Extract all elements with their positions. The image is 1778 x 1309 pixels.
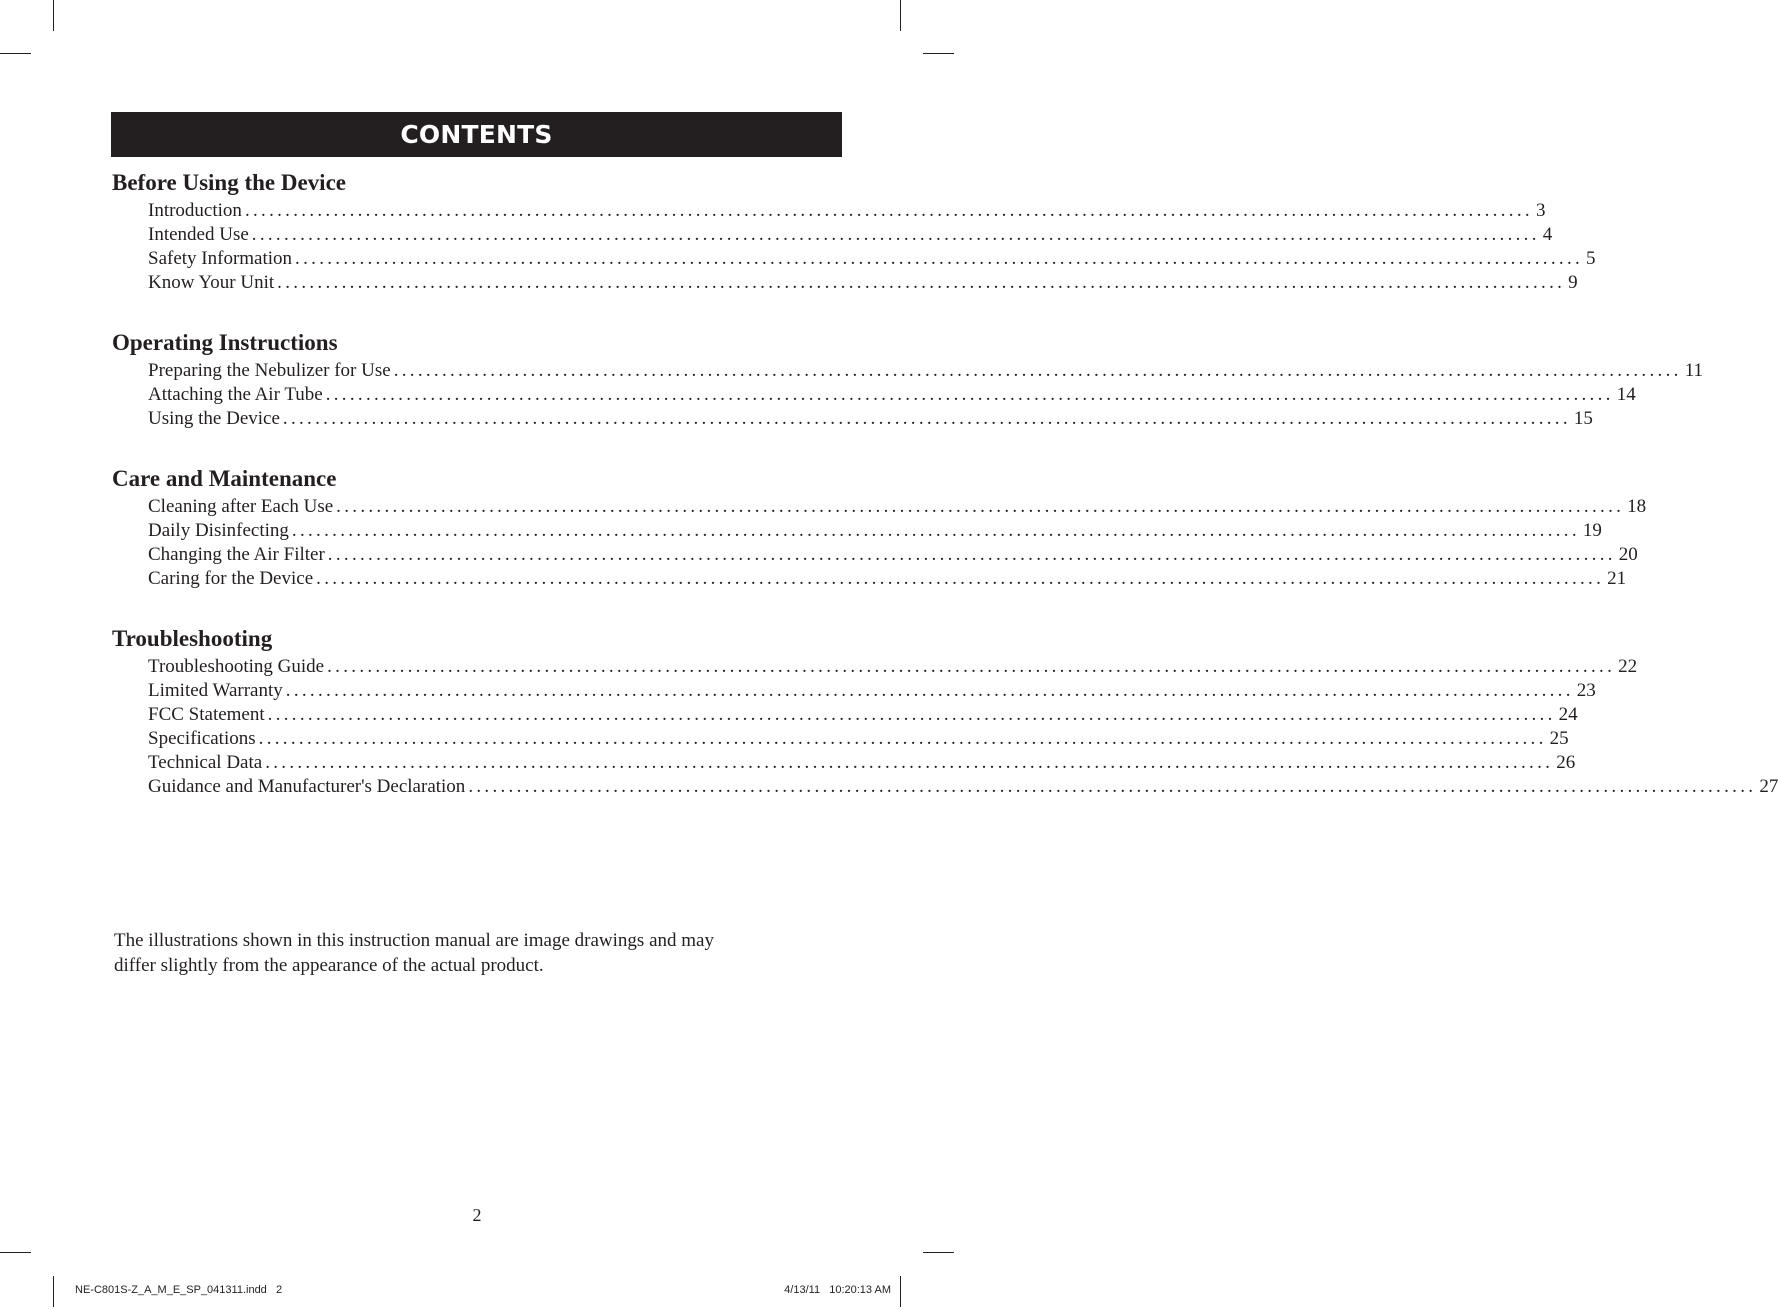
leader-dots: ................................................................................................................................................................ [277, 272, 1566, 293]
page-number: 2 [472, 1205, 482, 1225]
section-title: Before Using the Device [112, 170, 346, 195]
entry-label: Limited Warranty [148, 680, 283, 701]
entry-page: 4 [1542, 224, 1553, 245]
entry-label: Cleaning after Each Use [148, 496, 334, 517]
toc-entry[interactable] [148, 199, 1546, 223]
toc-entry[interactable] [148, 223, 1553, 247]
leader-dots: ................................................................................................................................................................ [282, 408, 1571, 429]
entry-page: 19 [1582, 520, 1602, 541]
toc-entry[interactable] [148, 383, 1636, 407]
page-title: CONTENTS [400, 120, 553, 149]
entry-page: 26 [1556, 752, 1576, 773]
entry-label: Introduction [148, 200, 242, 221]
crop-mark [53, 0, 54, 31]
toc-section-care [112, 466, 1647, 591]
entry-label: Using the Device [148, 408, 280, 429]
entry-page: 3 [1535, 200, 1546, 221]
crop-mark [53, 1276, 54, 1307]
crop-mark [900, 1276, 901, 1307]
toc-entry[interactable] [148, 751, 1576, 775]
section-title: Care and Maintenance [112, 466, 337, 491]
toc-entry[interactable] [148, 407, 1593, 431]
entry-page: 9 [1568, 272, 1578, 293]
toc-entry[interactable] [148, 247, 1596, 271]
entry-page: 15 [1573, 408, 1593, 429]
entry-page: 21 [1607, 568, 1627, 589]
section-title: Operating Instructions [112, 330, 338, 355]
leader-dots: ................................................................................................................................................................ [291, 520, 1580, 541]
toc-entry[interactable] [148, 567, 1627, 591]
entry-label: Caring for the Device [148, 568, 314, 589]
crop-mark [0, 1252, 31, 1253]
leader-dots: ................................................................................................................................................................ [468, 776, 1757, 797]
note-line: differ slightly from the appearance of the actual product. [114, 955, 544, 976]
entry-page: 20 [1618, 544, 1638, 565]
toc-section-troubleshooting [112, 626, 1778, 799]
leader-dots: ................................................................................................................................................................ [244, 200, 1533, 221]
entry-label: Preparing the Nebulizer for Use [148, 360, 391, 381]
entry-page: 11 [1684, 360, 1703, 381]
leader-dots: ................................................................................................................................................................ [327, 544, 1616, 565]
toc-entry[interactable] [148, 271, 1578, 295]
toc-entry[interactable] [148, 519, 1602, 543]
toc-section-operating [112, 330, 1703, 431]
leader-dots: ................................................................................................................................................................ [295, 248, 1584, 269]
entry-label: Troubleshooting Guide [148, 656, 325, 677]
entry-label: Technical Data [148, 752, 263, 773]
toc-entry[interactable] [148, 543, 1638, 567]
leader-dots: ................................................................................................................................................................ [258, 728, 1547, 749]
leader-dots: ................................................................................................................................................................ [336, 496, 1625, 517]
entry-page: 18 [1627, 496, 1647, 517]
toc-entry[interactable] [148, 703, 1578, 727]
entry-page: 27 [1759, 776, 1778, 797]
leader-dots: ................................................................................................................................................................ [267, 704, 1556, 725]
toc-section-before-using [112, 170, 1596, 295]
entry-page: 23 [1576, 680, 1596, 701]
slug-date: 4/13/11 10:20:13 AM [784, 1284, 891, 1296]
entry-label: Specifications [148, 728, 256, 749]
toc-entry[interactable] [148, 775, 1778, 799]
crop-mark [0, 53, 31, 54]
toc-entry[interactable] [148, 655, 1638, 679]
toc-entry[interactable] [148, 359, 1703, 383]
illustration-note [114, 928, 794, 978]
section-title: Troubleshooting [112, 626, 273, 651]
entry-label: Know Your Unit [148, 272, 275, 293]
leader-dots: ................................................................................................................................................................ [393, 360, 1682, 381]
entry-page: 25 [1549, 728, 1569, 749]
contents-banner [111, 112, 842, 157]
crop-mark [900, 0, 901, 31]
leader-dots: ................................................................................................................................................................ [316, 568, 1605, 589]
entry-page: 5 [1586, 248, 1596, 269]
entry-page: 14 [1616, 384, 1636, 405]
entry-label: Safety Information [148, 248, 293, 269]
entry-label: Attaching the Air Tube [148, 384, 323, 405]
entry-page: 22 [1618, 656, 1638, 677]
note-line: The illustrations shown in this instruction manual are image drawings and may [114, 930, 714, 951]
crop-mark [923, 1252, 954, 1253]
entry-label: Daily Disinfecting [148, 520, 289, 541]
entry-label: Intended Use [148, 224, 249, 245]
toc-entry[interactable] [148, 679, 1596, 703]
entry-label: Changing the Air Filter [148, 544, 325, 565]
leader-dots: ................................................................................................................................................................ [285, 680, 1574, 701]
leader-dots: ................................................................................................................................................................ [325, 384, 1614, 405]
entry-label: Guidance and Manufacturer's Declaration [148, 776, 466, 797]
entry-label: FCC Statement [148, 704, 265, 725]
crop-mark [923, 53, 954, 54]
toc-entry[interactable] [148, 495, 1647, 519]
leader-dots: ................................................................................................................................................................ [251, 224, 1540, 245]
entry-page: 24 [1558, 704, 1578, 725]
leader-dots: ................................................................................................................................................................ [265, 752, 1554, 773]
toc-entry[interactable] [148, 727, 1569, 751]
slug-file: NE-C801S-Z_A_M_E_SP_041311.indd 2 [75, 1284, 283, 1296]
leader-dots: ................................................................................................................................................................ [327, 656, 1616, 677]
